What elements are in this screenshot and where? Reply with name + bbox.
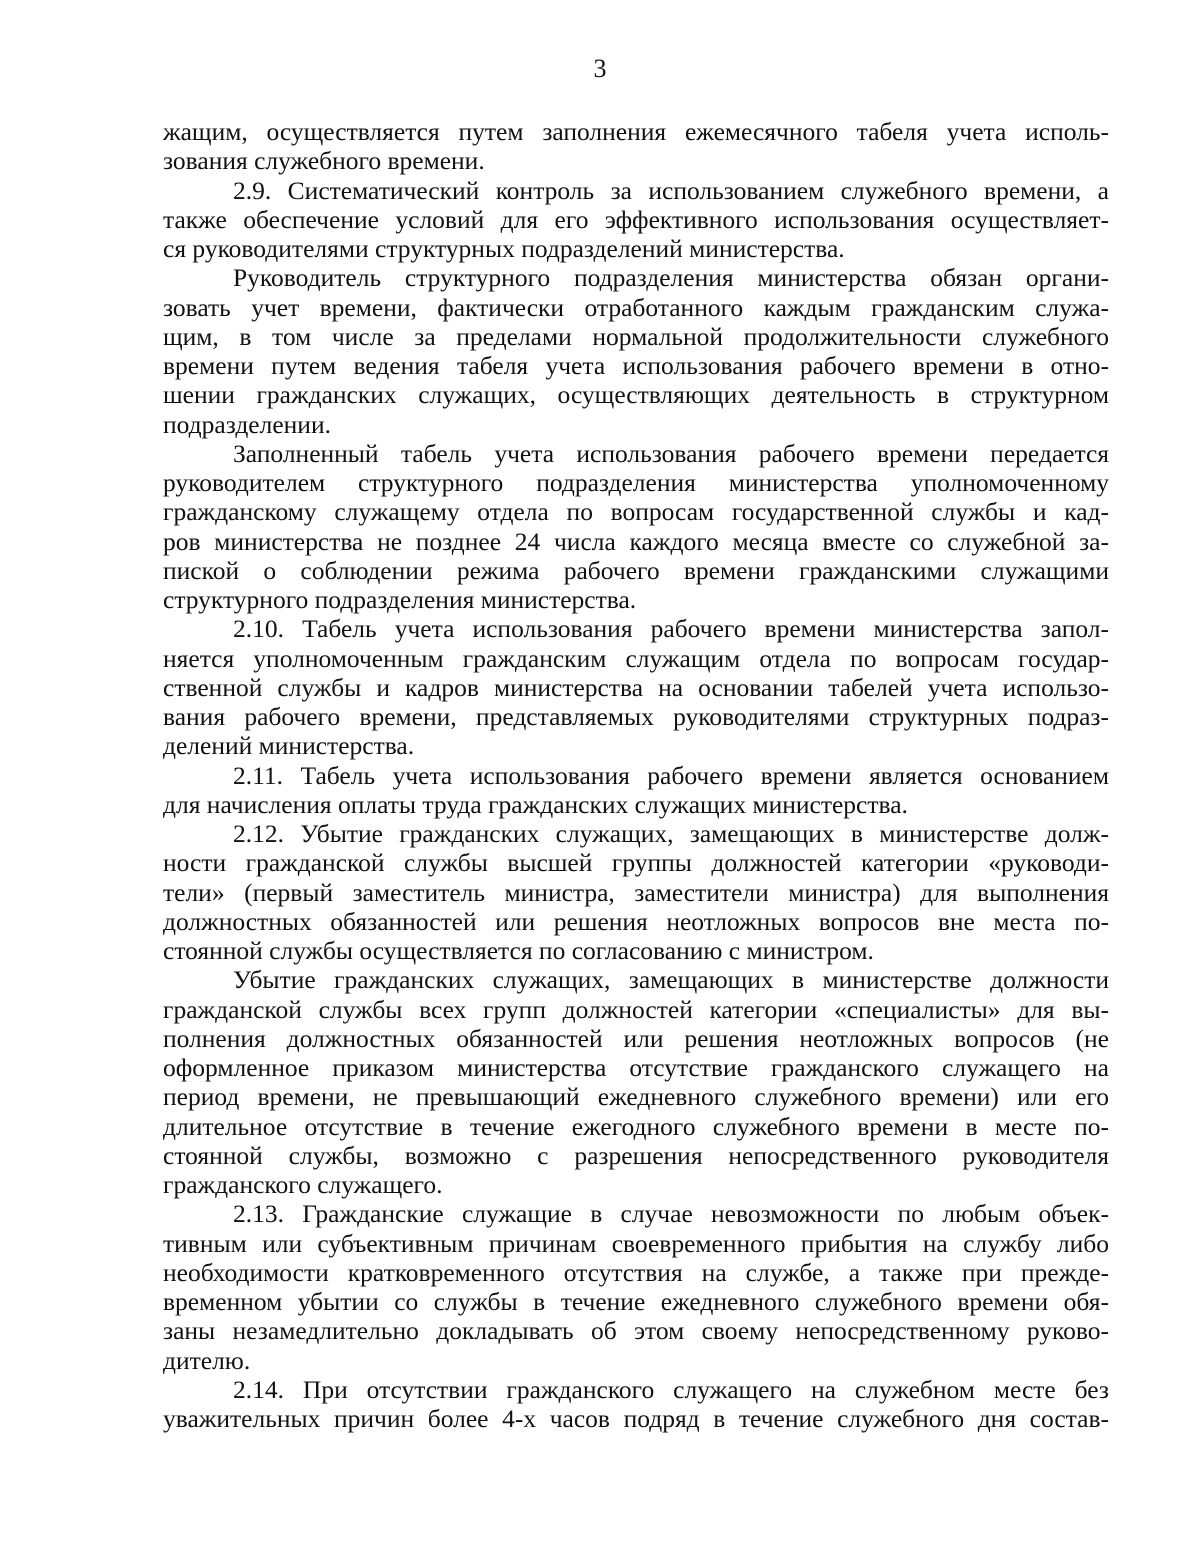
text-line: необходимости кратковременного отсутствия на службе, а также при прежде-	[163, 1257, 1109, 1287]
page-number: 3	[593, 54, 607, 83]
text-line: зования служебного времени.	[163, 146, 485, 176]
text-line: няется уполномоченным гражданским служащим отдела по вопросам государ-	[163, 643, 1109, 673]
text-line: должностных обязанностей или решения неотложных вопросов вне места по-	[163, 906, 1109, 936]
text-line: заны незамедлительно докладывать об этом своему непосредственному руково-	[163, 1316, 1109, 1346]
paragraph-2-14-first-line: 2.14. При отсутствии гражданского служащего на служебном месте без	[233, 1374, 1109, 1404]
text-line: гражданского служащего.	[163, 1170, 443, 1199]
text-line: ров министерства не позднее 24 числа каждого месяца вместе со служебной за-	[163, 526, 1109, 556]
text-line: также обеспечение условий для его эффективного использования осуществляет-	[163, 204, 1109, 234]
body-text	[163, 117, 1109, 1433]
paragraph-2-11-first-line: 2.11. Табель учета использования рабочего времени является основанием	[233, 760, 1109, 790]
text-line: вания рабочего времени, представляемых руководителями структурных подраз-	[163, 702, 1109, 731]
text-line: период времени, не превышающий ежедневного служебного времени) или его	[163, 1082, 1109, 1112]
paragraph-2-9-first-line: 2.9. Систематический контроль за использованием служебного времени, а	[233, 175, 1109, 205]
text-line: зовать учет времени, фактически отработанного каждым гражданским служа-	[163, 292, 1109, 322]
text-line: гражданской службы всех групп должностей категории «специалисты» для вы-	[163, 994, 1109, 1024]
text-line: полнения должностных обязанностей или решения неотложных вопросов (не	[163, 1023, 1109, 1053]
text-line: длительное отсутствие в течение ежегодного служебного времени в месте по-	[163, 1111, 1109, 1141]
text-line: тели» (первый заместитель министра, заместители министра) для выполнения	[163, 877, 1109, 907]
text-line: уважительных причин более 4-х часов подряд в течение служебного дня состав-	[163, 1404, 1109, 1433]
paragraph-first-line: Убытие гражданских служащих, замещающих в министерстве должности	[233, 965, 1109, 995]
text-line: дителю.	[163, 1345, 251, 1375]
text-line: для начисления оплаты труда гражданских служащих министерства.	[163, 789, 908, 819]
text-line: шении гражданских служащих, осуществляющих деятельность в структурном	[163, 380, 1109, 410]
text-line: руководителем структурного подразделения министерства уполномоченному	[163, 468, 1109, 497]
text-line: щим, в том числе за пределами нормальной продолжительности служебного	[163, 321, 1109, 351]
text-line: стоянной службы, возможно с разрешения непосредственного руководителя	[163, 1140, 1109, 1170]
text-line: делений министерства.	[163, 731, 415, 761]
text-line: гражданскому служащему отдела по вопросам государственной службы и кад-	[163, 497, 1109, 527]
text-line: подразделении.	[163, 409, 331, 439]
paragraph-first-line: Заполненный табель учета использования рабочего времени передается	[233, 438, 1109, 468]
paragraph-2-12-first-line: 2.12. Убытие гражданских служащих, замещающих в министерстве долж-	[233, 819, 1109, 848]
text-line: жащим, осуществляется путем заполнения ежемесячного табеля учета исполь-	[163, 117, 1109, 146]
paragraph-first-line: Руководитель структурного подразделения министерства обязан органи-	[233, 263, 1109, 293]
text-line: ности гражданской службы высшей группы должностей категории «руководи-	[163, 848, 1109, 878]
text-line: ся руководителями структурных подразделений министерства.	[163, 234, 845, 263]
text-line: времени путем ведения табеля учета использования рабочего времени в отно-	[163, 351, 1109, 380]
text-line: оформленное приказом министерства отсутствие гражданского служащего на	[163, 1053, 1109, 1082]
paragraph-2-13-first-line: 2.13. Гражданские служащие в случае невозможности по любым объек-	[233, 1199, 1109, 1229]
text-line: пиской о соблюдении режима рабочего времени гражданскими служащими	[163, 555, 1109, 585]
text-line: стоянной службы осуществляется по согласованию с министром.	[163, 936, 874, 965]
text-line: структурного подразделения министерства.	[163, 585, 637, 614]
paragraph-2-10-first-line: 2.10. Табель учета использования рабочего времени министерства запол-	[233, 614, 1109, 644]
text-line: ственной службы и кадров министерства на основании табелей учета использо-	[163, 672, 1109, 702]
text-line: тивным или субъективным причинам своевременного прибытия на службу либо	[163, 1228, 1109, 1258]
text-line: временном убытии со службы в течение ежедневного служебного времени обя-	[163, 1287, 1109, 1316]
